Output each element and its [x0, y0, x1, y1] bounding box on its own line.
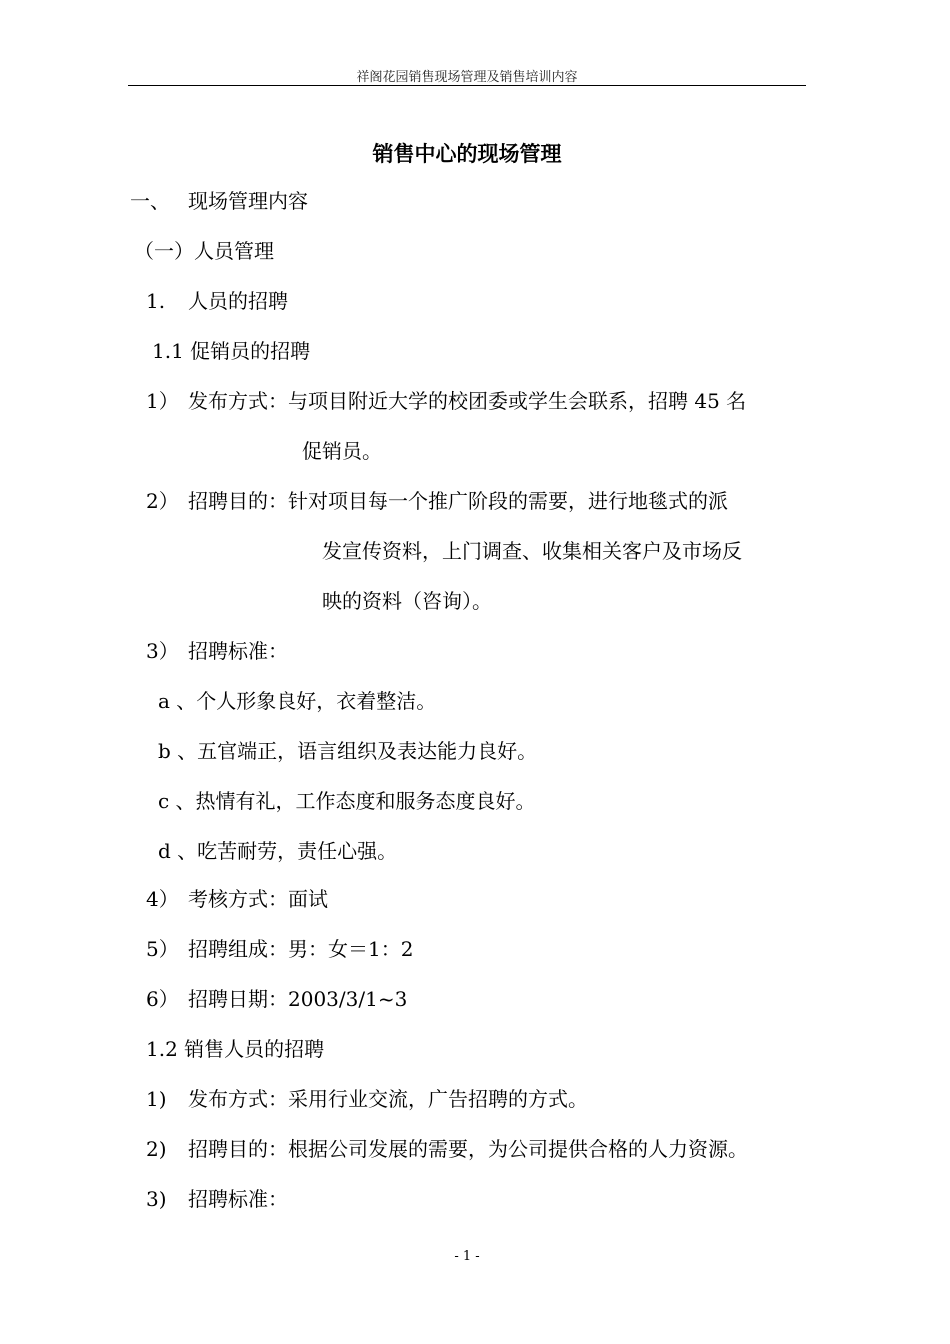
list-number: 4）: [146, 887, 179, 911]
subitem-heading: 1.2 销售人员的招聘: [146, 1037, 325, 1061]
list-text: 考核方式：面试: [188, 887, 328, 911]
list-text-continuation: 促销员。: [302, 439, 382, 463]
list-number: 5）: [146, 937, 179, 961]
list-text: 招聘标准：: [188, 639, 288, 663]
section-number: 一、: [130, 189, 170, 213]
list-text-continuation: 映的资料（咨询）。: [322, 589, 492, 613]
criteria-item: d 、吃苦耐劳，责任心强。: [158, 839, 398, 863]
list-number: 1）: [146, 389, 179, 413]
criteria-item: c 、热情有礼，工作态度和服务态度良好。: [158, 789, 536, 813]
list-text: 招聘日期：2003/3/1~3: [188, 987, 408, 1011]
criteria-item: a 、个人形象良好，衣着整洁。: [158, 689, 437, 713]
item-number: 1.: [146, 289, 166, 313]
list-text: 招聘组成：男：女＝1：2: [188, 937, 414, 961]
criteria-item: b 、五官端正，语言组织及表达能力良好。: [158, 739, 538, 763]
header-rule: [128, 85, 806, 86]
list-number: 2）: [146, 489, 179, 513]
item-heading: 人员的招聘: [188, 289, 288, 313]
list-text-continuation: 发宣传资料，上门调查、收集相关客户及市场反: [322, 539, 742, 563]
list-text: 发布方式：与项目附近大学的校团委或学生会联系，招聘 45 名: [188, 389, 747, 413]
section-heading: 现场管理内容: [188, 189, 308, 213]
subsection-heading: （一）人员管理: [134, 239, 274, 263]
list-text: 招聘目的：针对项目每一个推广阶段的需要，进行地毯式的派: [188, 489, 728, 513]
page-number: - 1 -: [454, 1249, 480, 1264]
list-text: 招聘目的：根据公司发展的需要，为公司提供合格的人力资源。: [188, 1137, 748, 1161]
list-text: 招聘标准：: [188, 1187, 288, 1211]
list-number: 3）: [146, 639, 179, 663]
list-number: 2): [146, 1137, 167, 1161]
page-header: 祥阁花园销售现场管理及销售培训内容: [356, 70, 578, 85]
list-number: 3): [146, 1187, 167, 1211]
list-number: 1): [146, 1087, 167, 1111]
document-title: 销售中心的现场管理: [372, 141, 562, 166]
list-number: 6）: [146, 987, 179, 1011]
list-text: 发布方式：采用行业交流，广告招聘的方式。: [188, 1087, 588, 1111]
subitem-heading: 1.1 促销员的招聘: [152, 339, 311, 363]
